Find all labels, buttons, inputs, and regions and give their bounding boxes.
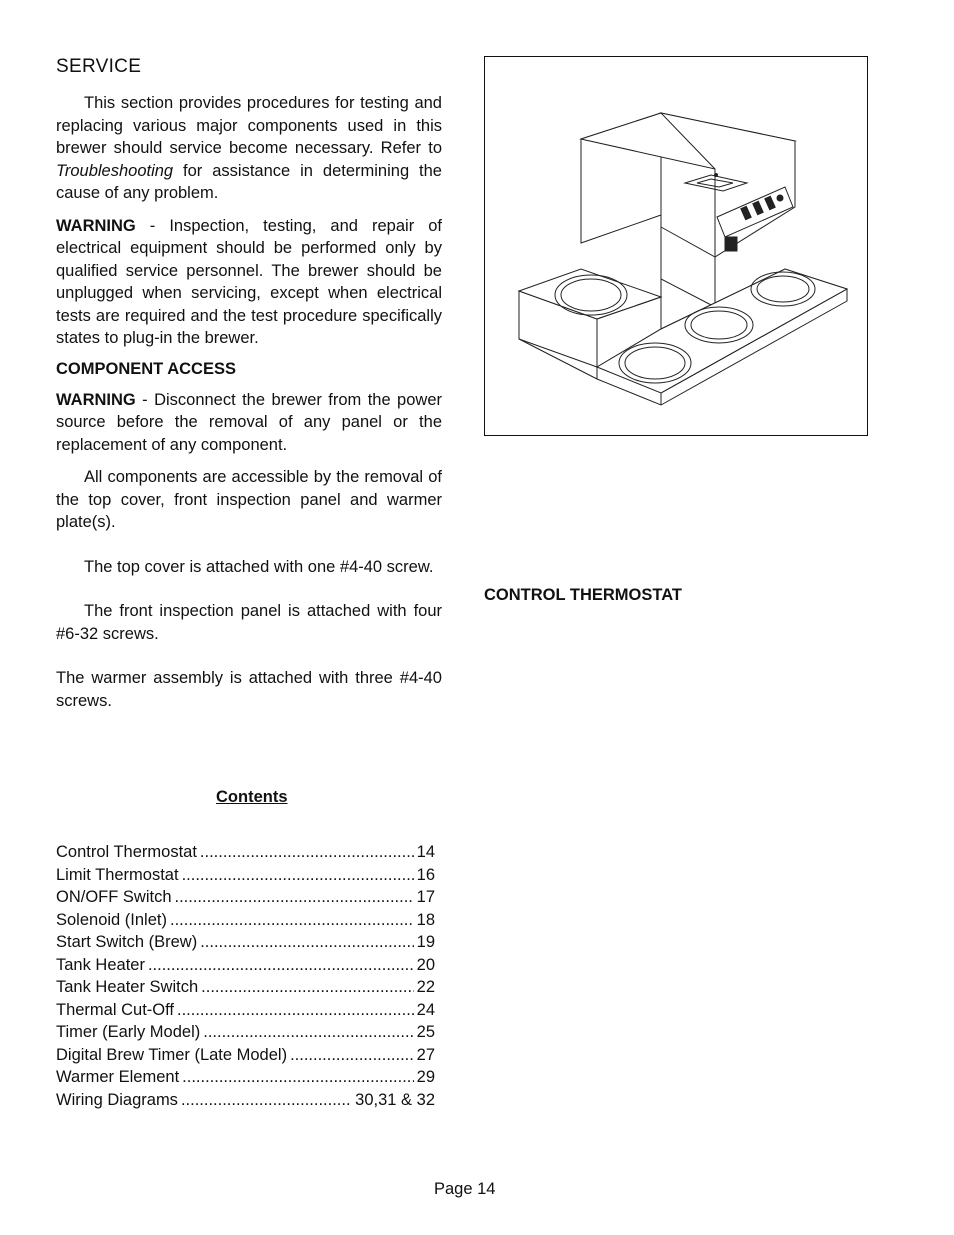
leader-dots — [181, 1089, 352, 1112]
leader-dots — [201, 976, 413, 999]
leader-dots — [200, 841, 414, 864]
contents-item-page: 30,31 & 32 — [355, 1090, 435, 1109]
access-paragraph-1: All components are accessible by the removal of the top cover, front inspection panel and warmer plate(s). — [56, 468, 442, 531]
left-column — [56, 56, 442, 722]
contents-row — [56, 841, 435, 864]
contents-item-name: Control Thermostat — [56, 843, 197, 861]
control-thermostat-heading: CONTROL THERMOSTAT — [484, 586, 682, 604]
contents-item-page: 17 — [416, 888, 435, 906]
contents-item-name: Start Switch (Brew) — [56, 933, 198, 951]
contents-row — [56, 909, 435, 932]
section-title: SERVICE — [56, 56, 142, 77]
contents-item-name: Thermal Cut-Off — [56, 1000, 174, 1019]
warning-paragraph-1 — [56, 215, 442, 350]
leader-dots — [148, 954, 414, 977]
contents-row — [56, 1089, 435, 1112]
contents-item-page: 25 — [416, 1023, 435, 1041]
warning-text-2: - Disconnect the brewer from the power source before the removal of any panel or the replacement of any component. — [56, 390, 442, 454]
intro-text-a: This section provides procedures for testing and replacing various major components used in this brewer should service become necessary. Refer to — [56, 94, 442, 157]
contents-row — [56, 864, 435, 887]
leader-dots — [175, 886, 414, 909]
access-paragraph-2: The top cover is attached with one #4-40 screw. — [84, 557, 434, 576]
leader-dots — [182, 864, 414, 887]
warning-text-1: - Inspection, testing, and repair of electrical equipment should be performed only by qualified service personnel. The brewer should be unplugged when servicing, except when electrical tests are required and the test procedure specifically states to plug-in the brewer. — [56, 216, 442, 347]
contents-row — [56, 976, 435, 999]
warning-paragraph-2 — [56, 389, 442, 457]
contents-item-page: 24 — [416, 1000, 435, 1019]
access-paragraph-4: The warmer assembly is attached with three #4-40 screws. — [56, 669, 442, 710]
contents-item-name: Tank Heater — [56, 955, 145, 974]
leader-dots — [182, 1066, 413, 1089]
contents-row — [56, 999, 435, 1022]
contents-row — [56, 931, 435, 954]
warning-label-2: WARNING — [56, 390, 136, 409]
contents-item-page: 29 — [416, 1068, 435, 1086]
contents-item-name: Warmer Element — [56, 1068, 180, 1086]
leader-dots — [170, 909, 414, 932]
leader-dots — [203, 1021, 413, 1044]
leader-dots — [290, 1044, 414, 1067]
contents-row — [56, 886, 435, 909]
contents-item-page: 16 — [416, 865, 435, 884]
contents-row — [56, 1021, 435, 1044]
contents-title: Contents — [216, 788, 288, 806]
contents-item-name: Digital Brew Timer (Late Model) — [56, 1045, 288, 1064]
warning-label-1: WARNING — [56, 216, 136, 235]
contents-item-page: 20 — [416, 955, 435, 974]
component-access-heading: COMPONENT ACCESS — [56, 359, 236, 378]
contents-item-page: 27 — [416, 1045, 435, 1064]
contents-list — [56, 841, 435, 1111]
contents-row — [56, 1044, 435, 1067]
contents-row — [56, 1066, 435, 1089]
contents-item-page: 14 — [416, 843, 435, 861]
leader-dots — [200, 931, 413, 954]
troubleshooting-ref: Troubleshooting — [56, 161, 174, 180]
contents-item-name: ON/OFF Switch — [56, 888, 172, 906]
contents-row — [56, 954, 435, 977]
contents-item-name: Limit Thermostat — [56, 865, 179, 884]
contents-item-page: 19 — [416, 933, 435, 951]
brewer-drawing — [485, 57, 869, 437]
contents-item-page: 18 — [416, 910, 435, 929]
contents-item-name: Solenoid (Inlet) — [56, 910, 167, 929]
contents-item-name: Timer (Early Model) — [56, 1023, 201, 1041]
intro-text-b: for assistance in determining the cause of any problem. — [56, 161, 442, 202]
leader-dots — [177, 999, 414, 1022]
contents-item-name: Tank Heater Switch — [56, 978, 199, 996]
brewer-illustration — [484, 56, 868, 436]
contents-item-page: 22 — [416, 978, 435, 996]
page-number: Page 14 — [434, 1180, 496, 1198]
contents-item-name: Wiring Diagrams — [56, 1090, 178, 1109]
intro-paragraph — [56, 92, 442, 205]
access-paragraph-3: The front inspection panel is attached with four #6-32 screws. — [56, 602, 442, 643]
